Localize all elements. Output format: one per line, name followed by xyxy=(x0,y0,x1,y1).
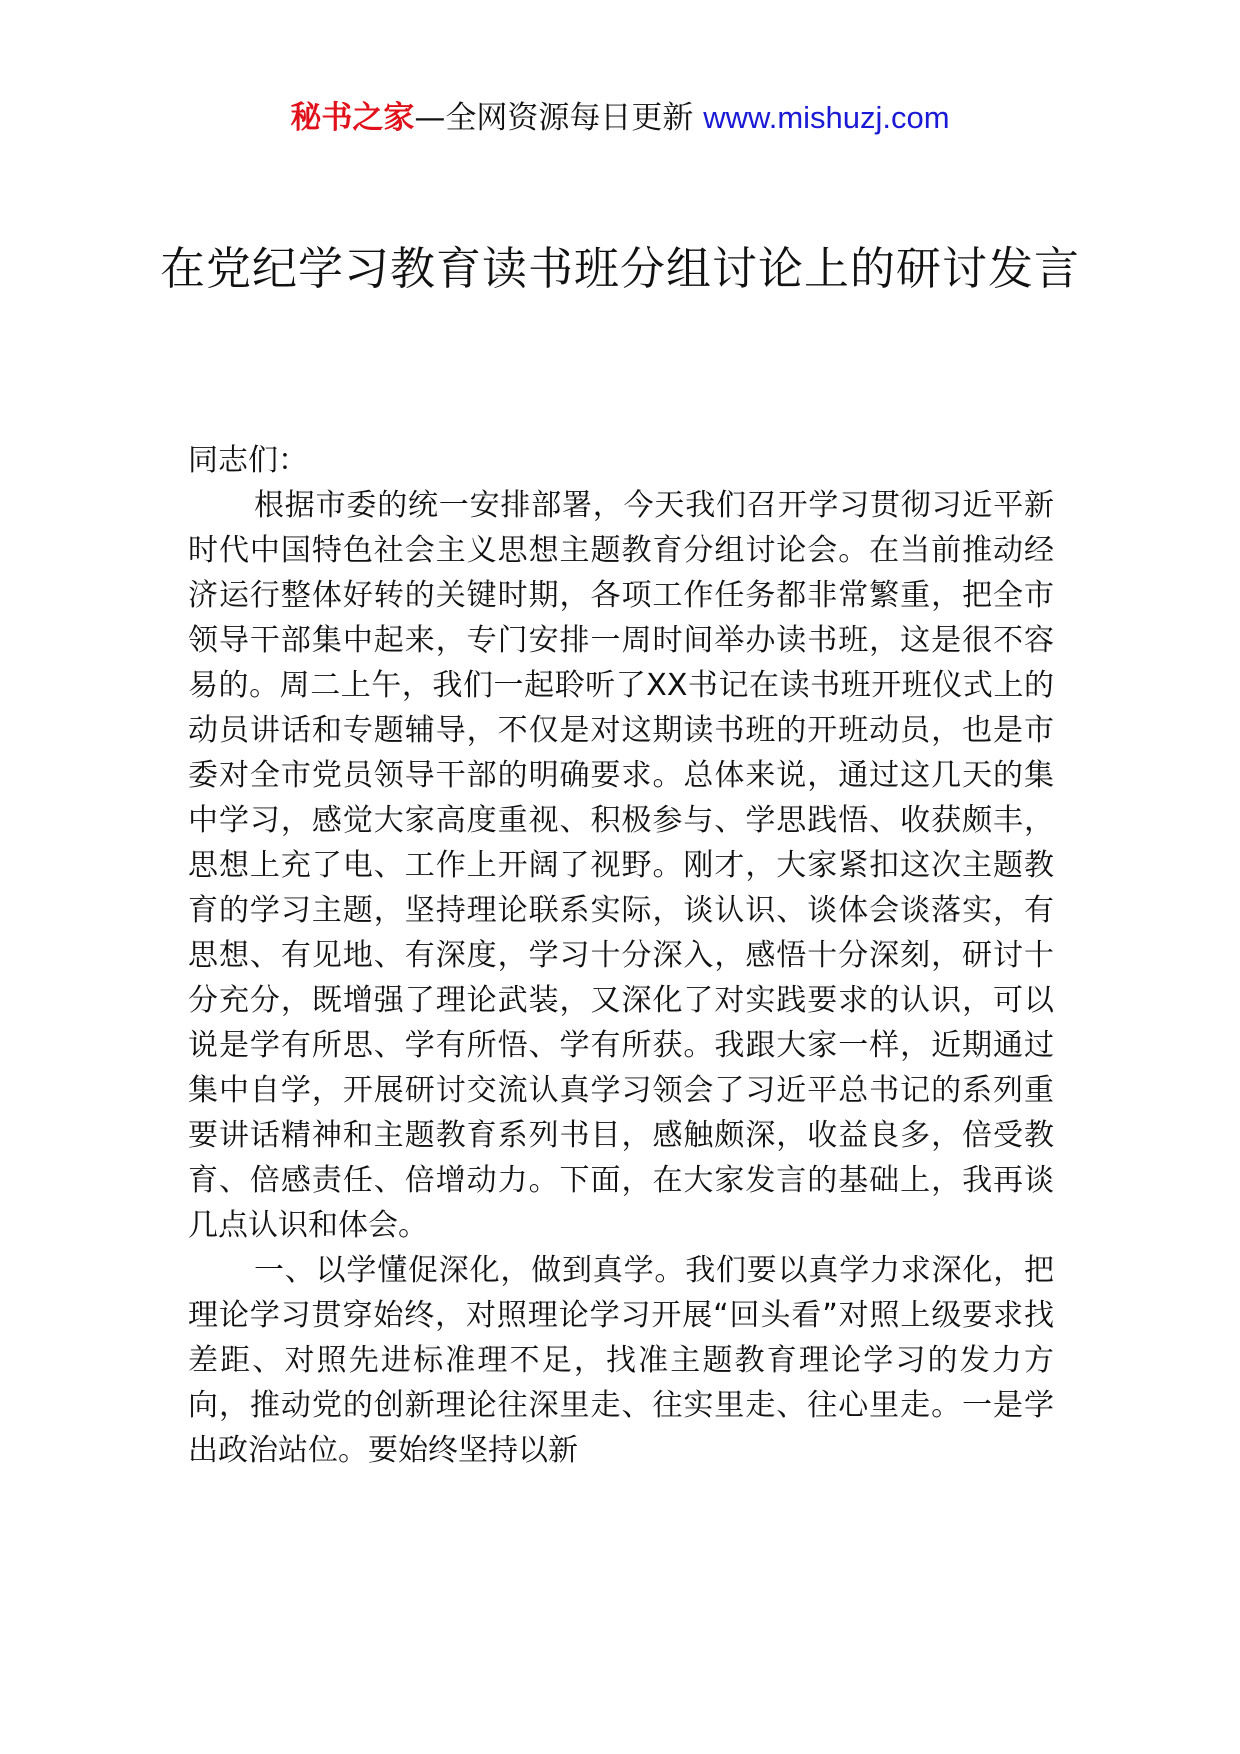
paragraph-intro: 根据市委的统一安排部署，今天我们召开学习贯彻习近平新时代中国特色社会主义思想主题教育分组讨论会。在当前推动经济运行整体好转的关键时期，各项工作任务都非常繁重，把全市领导干部集中起来，专门安排一周时间举办读书班，这是很不容易的。周二上午，我们一起聆听了XX书记在读书班开班仪式上的动员讲话和专题辅导，不仅是对这期读书班的开班动员，也是市委对全市党员领导干部的明确要求。总体来说，通过这几天的集中学习，感觉大家高度重视、积极参与、学思践悟、收获颇丰，思想上充了电、工作上开阔了视野。刚才，大家紧扣这次主题教育的学习主题，坚持理论联系实际，谈认识、谈体会谈落实，有思想、有见地、有深度，学习十分深入，感悟十分深刻，研讨十分充分，既增强了理论武装，又深化了对实践要求的认识，可以说是学有所思、学有所悟、学有所获。我跟大家一样，近期通过集中自学，开展研讨交流认真学习领会了习近平总书记的系列重要讲话精神和主题教育系列书目，感触颇深，收益良多，倍受教育、倍感责任、倍增动力。下面，在大家发言的基础上，我再谈几点认识和体会。 xyxy=(188,488,1054,1243)
site-url-link[interactable]: www.mishuzj.com xyxy=(703,100,950,135)
salutation: 同志们： xyxy=(188,443,308,478)
header-slogan: —全网资源每日更新 xyxy=(414,100,694,136)
paragraph-section-one: 一、以学懂促深化，做到真学。我们要以真学力求深化，把理论学习贯穿始终，对照理论学习开展“回头看”对照上级要求找差距、对照先进标准理不足，找准主题教育理论学习的发力方向，推动党的创新理论往深里走、往实里走、往心里走。一是学出政治站位。要始终坚持以新 xyxy=(188,1253,1054,1468)
document-body xyxy=(188,438,1054,1473)
brand-name: 秘书之家 xyxy=(290,100,415,136)
watermark-header xyxy=(0,98,1240,138)
document-title: 在党纪学习教育读书班分组讨论上的研讨发言 xyxy=(159,242,1080,295)
